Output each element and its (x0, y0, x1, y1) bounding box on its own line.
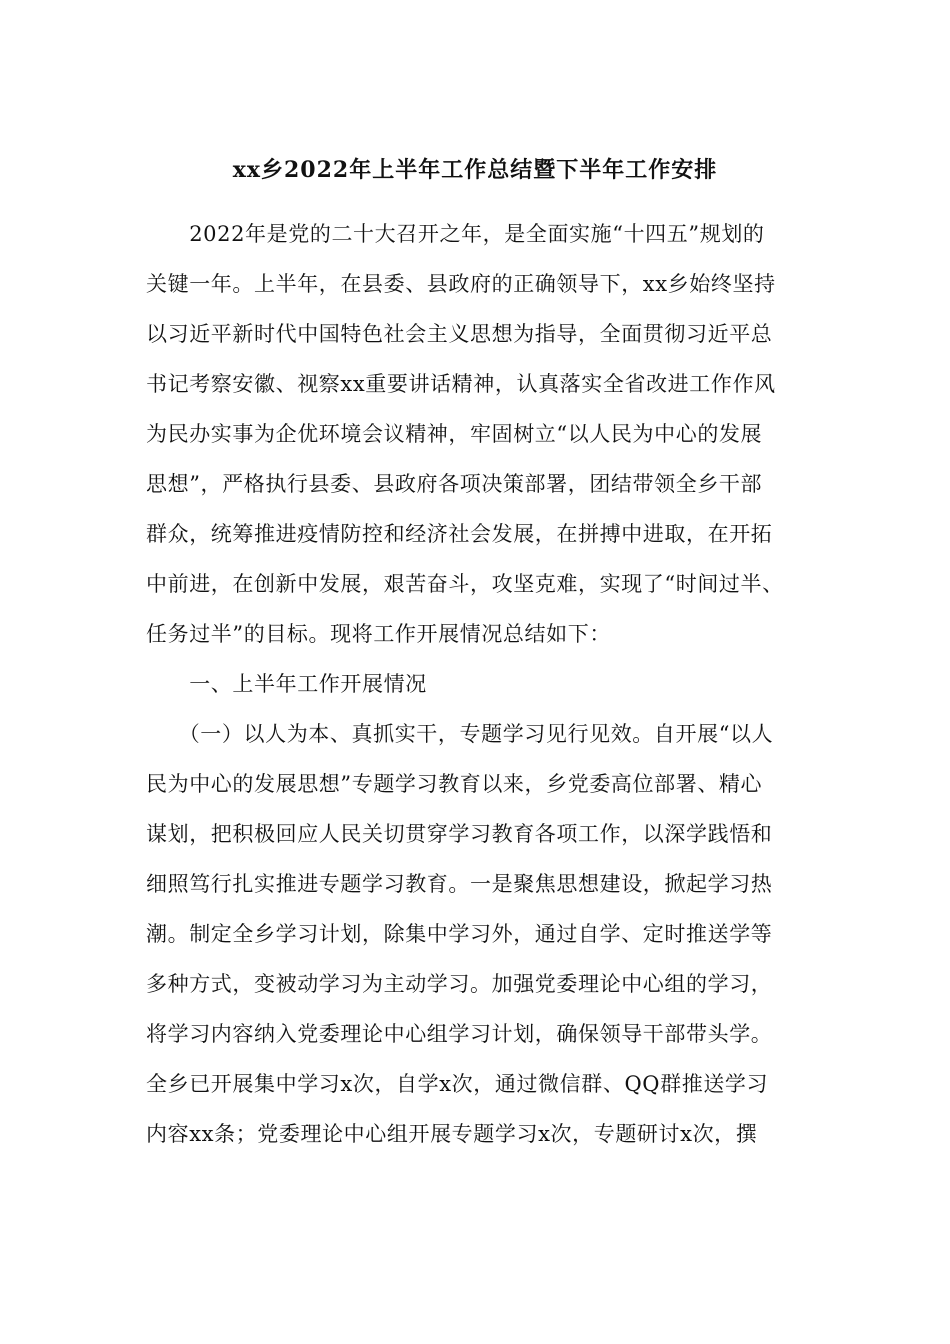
text-line: 以习近平新时代中国特色社会主义思想为指导，全面贯彻习近平总 (146, 322, 773, 346)
text-line: 民为中心的发展思想”专题学习教育以来，乡党委高位部署、精心 (146, 772, 763, 796)
text-line: 将学习内容纳入党委理论中心组学习计划，确保领导干部带头学。 (146, 1022, 773, 1046)
text-line: 为民办实事为企优环境会议精神，牢固树立“以人民为中心的发展 (146, 422, 763, 446)
text-line: 细照笃行扎实推进专题学习教育。一是聚焦思想建设，掀起学习热 (146, 872, 773, 896)
text-line: 关键一年。上半年，在县委、县政府的正确领导下，xx乡始终坚持 (146, 272, 776, 296)
text-line: 内容xx条；党委理论中心组开展专题学习x次，专题研讨x次，撰 (146, 1122, 758, 1146)
text-line: 多种方式，变被动学习为主动学习。加强党委理论中心组的学习， (146, 972, 773, 996)
text-line: 谋划，把积极回应人民关切贯穿学习教育各项工作，以深学践悟和 (146, 822, 773, 846)
text-line: 潮。制定全乡学习计划，除集中学习外，通过自学、定时推送学等 (146, 922, 773, 946)
text-line: 任务过半”的目标。现将工作开展情况总结如下： (146, 622, 611, 646)
section-heading: 一、上半年工作开展情况 (146, 672, 427, 696)
text-line: 中前进，在创新中发展，艰苦奋斗，攻坚克难，实现了“时间过半、 (146, 572, 784, 596)
text-line: 思想”，严格执行县委、县政府各项决策部署，团结带领全乡干部 (146, 472, 763, 496)
text-line: 群众，统筹推进疫情防控和经济社会发展，在拼搏中进取，在开拓 (146, 522, 773, 546)
text-line: 书记考察安徽、视察xx重要讲话精神，认真落实全省改进工作作风 (146, 372, 776, 396)
text-line: 全乡已开展集中学习x次，自学x次，通过微信群、QQ群推送学习 (146, 1072, 769, 1096)
text-line: （一）以人为本、真抓实干，专题学习见行见效。自开展“以人 (146, 722, 774, 746)
text-line: 2022年是党的二十大召开之年，是全面实施“十四五”规划的 (146, 222, 765, 246)
document-title: xx乡2022年上半年工作总结暨下半年工作安排 (232, 157, 718, 183)
